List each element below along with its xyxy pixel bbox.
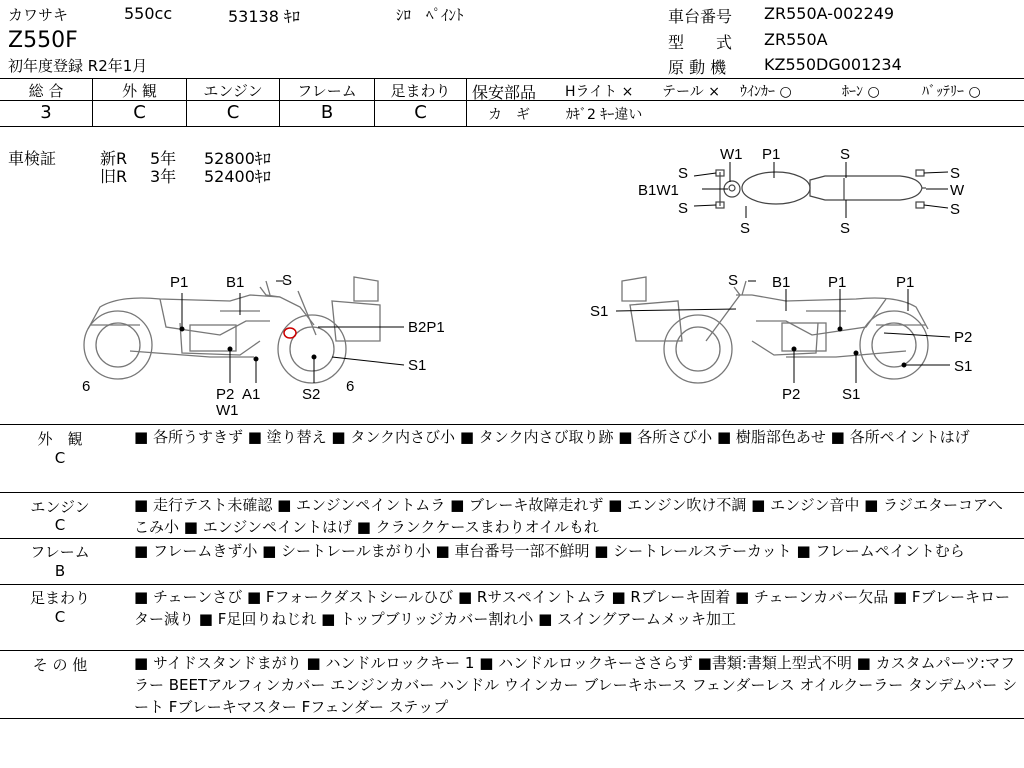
left-label: S2 [302,386,321,403]
damage-mark [284,328,296,338]
right-label: S1 [954,358,973,375]
inspection-km: 52400ｷﾛ [204,167,271,186]
note-grade-suspension: C [54,608,66,626]
left-label: W1 [216,402,239,417]
left-label: 6 [346,378,355,395]
note-text-other: ■ サイドスタンドまがり ■ ハンドルロックキー 1 ■ ハンドルロックキーささらず ■書類:書類上型式不明 ■ カスタムパーツ:マフラー BEETアルフィンカバー エンジンカバー ハンドル ウインカー ブレーキホース フェンダーレス オイルクーラー タンデムバー シート Fブレーキマスター Fフェンダー ステップ [134,654,1018,716]
note-title-suspension: 足まわり [29,589,90,607]
right-label: P2 [782,386,801,403]
top-view-diagram [620,140,1000,240]
note-grade-engine: C [54,516,66,534]
grade-exterior: C [133,102,146,123]
note-title-other: そ の 他 [32,656,88,674]
frame-number: ZR550A-002249 [764,4,895,23]
top-label: S [678,165,689,182]
left-label: S1 [408,357,427,374]
safety-item-horn: ﾎｰﾝ ○ [842,84,880,100]
top-label: S [950,165,961,182]
type-value: ZR550A [764,30,828,49]
engine-number: KZ550DG001234 [764,55,902,74]
divider [0,126,1024,127]
divider [0,424,1024,425]
body-color: ｼﾛ ﾍﾟｲﾝﾄ [396,6,464,24]
inspection-km: 52800ｷﾛ [204,149,271,168]
grade-header-overall: 総 合 [28,82,64,100]
motorcycle-left-outline [84,277,380,383]
top-label: S [840,220,851,237]
left-label: 6 [82,378,91,395]
key-label: カ ギ [488,107,530,123]
inspection-kind: 新R [100,149,128,168]
top-label: S [840,146,851,163]
engine-label: 原 動 機 [668,58,727,77]
top-label: S [678,200,689,217]
inspection-kind: 旧R [100,167,128,186]
top-label: S [740,220,751,237]
note-grade-exterior: C [54,449,66,467]
safety-item-tail: テール × [662,84,720,100]
left-side-diagram [70,265,450,417]
divider [466,78,467,126]
frame-number-label: 車台番号 [668,7,733,26]
safety-item-battery: ﾊﾞｯﾃﾘｰ ○ [922,84,981,100]
right-side-diagram [586,265,986,410]
type-label: 型 式 [668,33,733,52]
grade-engine: C [226,102,240,123]
divider [0,718,1024,719]
left-label: P1 [170,274,189,291]
top-label: W [950,182,965,199]
note-text-exterior: ■ 各所うすきず ■ 塗り替え ■ タンク内さび小 ■ タンク内さび取り跡 ■ 各所さび小 ■ 樹脂部色あせ ■ 各所ペイントはげ [134,428,970,446]
left-leaders [180,281,404,383]
divider [0,492,1024,493]
left-label: A1 [242,386,261,403]
motorcycle-right-outline [622,277,928,383]
grade-header-suspension: 足まわり [390,82,451,100]
inspection-years: 3年 [150,167,177,186]
inspection-years: 5年 [150,149,177,168]
divider [0,78,1024,79]
left-label: B2P1 [408,319,445,336]
note-title-exterior: 外 観 [37,430,83,448]
right-label: P2 [954,329,973,346]
grade-header-exterior: 外 観 [122,82,157,100]
inspection-label: 車検証 [8,149,57,168]
safety-label: 保安部品 [472,83,537,102]
grade-header-engine: エンジン [203,82,263,100]
note-text-engine: ■ 走行テスト未確認 ■ エンジンペイントムラ ■ ブレーキ故障走れず ■ エンジン吹け不調 ■ エンジン音中 ■ ラジエターコアへこみ小 ■ エンジンペイントはげ ■ クランクケースまわりオイルもれ [134,496,1003,536]
note-text-suspension: ■ チェーンさび ■ Fフォークダストシールひび ■ Rサスペイントムラ ■ Rブレーキ固着 ■ チェーンカバー欠品 ■ Fブレーキローター減り ■ F足回りねじれ ■ トップブリッジカバー割れ小 ■ スイングアームメッキ加工 [134,588,1010,628]
grade-overall: 3 [40,102,52,123]
divider [0,584,1024,585]
safety-item-winker: ｳｲﾝｶｰ ○ [740,84,792,100]
top-labels [638,146,965,237]
left-label: B1 [226,274,245,291]
top-label: S [950,201,961,218]
first-registration: 初年度登録 R2年1月 [8,57,148,75]
left-label: P2 [216,386,235,403]
key-value: ｶｷﾞ2 ｷｰ違い [566,107,643,123]
safety-item-headlight: Hライト × [565,84,634,100]
mileage: 53138 ｷﾛ [228,7,300,26]
divider [0,650,1024,651]
top-label: W1 [720,146,743,163]
maker: カワサキ [8,6,69,24]
displacement: 550cc [124,4,173,23]
note-text-frame: ■ フレームきず小 ■ シートレールまがり小 ■ 車台番号一部不鮮明 ■ シートレールステーカット ■ フレームペイントむら [134,542,965,560]
note-title-frame: フレーム [30,543,90,561]
model-name: Z550F [8,28,78,53]
right-label: S1 [842,386,861,403]
note-grade-frame: B [54,562,66,580]
top-leaders [694,162,948,218]
right-label: B1 [772,274,791,291]
left-label: S [282,272,293,289]
divider [0,538,1024,539]
right-label: P1 [896,274,915,291]
left-labels [82,272,445,417]
grade-frame: B [320,102,334,123]
top-label: P1 [762,146,781,163]
top-label: B1W1 [638,182,679,199]
grade-suspension: C [414,102,427,123]
motorcycle-top-outline [716,170,926,208]
right-label: P1 [828,274,847,291]
grade-header-frame: フレーム [297,82,357,100]
right-label: S [728,272,739,289]
right-label: S1 [590,303,609,320]
note-title-engine: エンジン [30,498,90,516]
right-leaders [616,281,950,383]
